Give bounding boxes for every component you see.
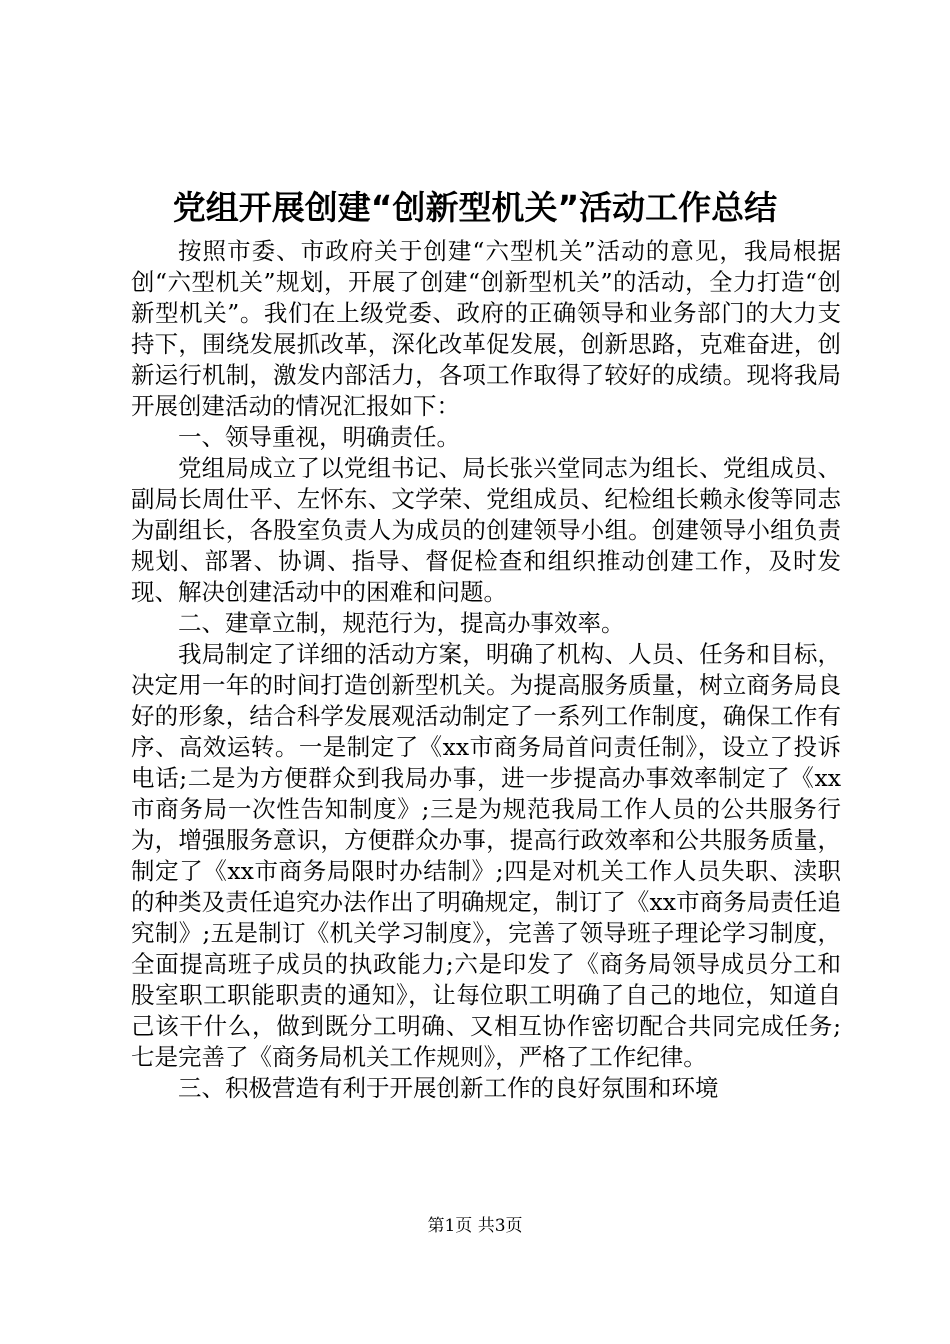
section-1-paragraph: 党组局成立了以党组书记、局长张兴堂同志为组长、党组成员、副局长周仕平、左怀东、文学荣、党组成员、纪检组长赖永俊等同志为副组长，各股室负责人为成员的创建领导小组。创建领导小组负责规划、部署、协调、指导、督促检查和组织推动创建工作，及时发现、解决创建活动中的困难和问题。 [131, 454, 841, 606]
section-2-paragraph: 我局制定了详细的活动方案，明确了机构、人员、任务和目标，决定用一年的时间打造创新型机关。为提高服务质量，树立商务局良好的形象，结合科学发展观活动制定了一系列工作制度，确保工作有序、高效运转。一是制定了《xx市商务局首问责任制》，设立了投诉电话;二是为方便群众到我局办事，进一步提高办事效率制定了《xx市商务局一次性告知制度》;三是为规范我局工作人员的公共服务行为，增强服务意识，方便群众办事，提高行政效率和公共服务质量，制定了《xx市商务局限时办结制》;四是对机关工作人员失职、渎职的种类及责任追究办法作出了明确规定，制订了《xx市商务局责任追究制》;五是制订《机关学习制度》，完善了领导班子理论学习制度，全面提高班子成员的执政能力;六是印发了《商务局领导成员分工和股室职工职能职责的通知》，让每位职工明确了自己的地位，知道自己该干什么，做到既分工明确、又相互协作密切配合共同完成任务;七是完善了《商务局机关工作规则》，严格了工作纪律。 [131, 640, 841, 1071]
intro-paragraph: 按照市委、市政府关于创建“六型机关”活动的意见，我局根据创“六型机关”规划，开展了创建“创新型机关”的活动，全力打造“创新型机关”。我们在上级党委、政府的正确领导和业务部门的大力支持下，围绕发展抓改革，深化改革促发展，创新思路，克难奋进，创新运行机制，激发内部活力，各项工作取得了较好的成绩。现将我局开展创建活动的情况汇报如下： [131, 237, 841, 420]
section-heading-3: 三、积极营造有利于开展创新工作的良好氛围和环境 [178, 1074, 719, 1102]
page-number-footer: 第1页 共3页 [427, 1216, 523, 1236]
document-title: 党组开展创建“创新型机关”活动工作总结 [172, 188, 778, 227]
section-heading-2: 二、建章立制，规范行为，提高办事效率。 [178, 609, 625, 637]
document-body [131, 236, 841, 1104]
section-heading-1: 一、领导重视，明确责任。 [178, 423, 460, 451]
